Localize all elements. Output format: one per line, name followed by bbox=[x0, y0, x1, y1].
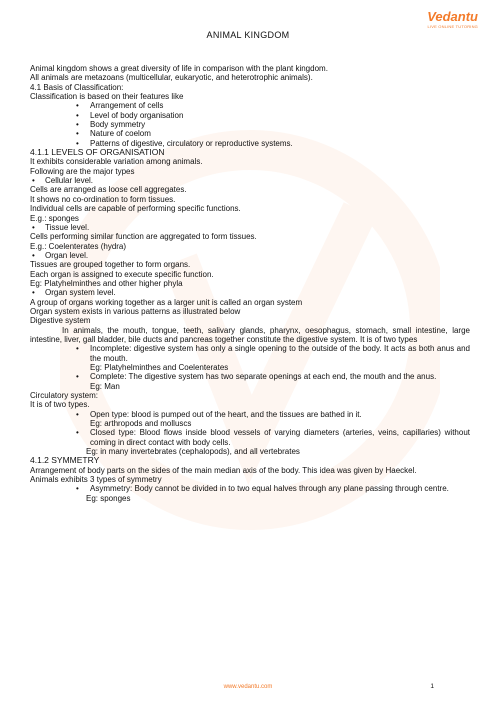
logo-brand: Vedantu bbox=[427, 9, 478, 24]
section-heading: Circulatory system: bbox=[30, 391, 99, 401]
digestive-paragraph: In animals, the mouth, tongue, teeth, salivary glands, pharynx, oesophagus, stomach, small intestine, large intestine, liver, gall bladder, bile ducts and pancreas together constitute the digestive system. It is of two types bbox=[30, 325, 470, 344]
list-item: • Closed type: Blood flows inside blood vessels of varying diameters (arteries, veins, capillaries) without coming in direct contact with body cells. bbox=[76, 428, 470, 447]
symmetry-paragraph: Arrangement of body parts on the sides of the main median axis of the body. This idea was given by Haeckel. bbox=[30, 465, 417, 475]
page-title: ANIMAL KINGDOM bbox=[206, 30, 290, 40]
bullet-icon: • bbox=[76, 409, 79, 419]
bullet-icon: • bbox=[76, 120, 79, 130]
list-item: • Incomplete: digestive system has only a single opening to the outside of the body. It acts as both anus and the mouth. bbox=[76, 344, 470, 363]
list-item: • Complete: The digestive system has two separate openings at each end, the mouth and the anus. bbox=[76, 372, 437, 382]
logo-tagline: LIVE ONLINE TUTORING bbox=[427, 24, 478, 29]
section-heading: 4.1.2 SYMMETRY bbox=[30, 455, 100, 466]
body-line: Organ system exists in various patterns as illustrated below bbox=[30, 306, 241, 316]
level-block bbox=[30, 251, 470, 260]
level-block bbox=[30, 288, 470, 297]
circulatory-type-list bbox=[30, 410, 470, 457]
list-item: • Asymmetry: Body cannot be divided in to two equal halves through any plane passing through centre. bbox=[76, 484, 449, 494]
document-body bbox=[30, 64, 470, 503]
example-line: Eg: Man bbox=[90, 381, 120, 391]
body-line: Digestive system bbox=[30, 316, 91, 326]
intro-line: Classification is based on their features like bbox=[30, 92, 184, 102]
list-item: • Nature of coelom bbox=[76, 129, 151, 139]
bullet-icon: • bbox=[32, 250, 35, 260]
body-line: It is of two types. bbox=[30, 400, 90, 410]
bullet-icon: • bbox=[76, 101, 79, 111]
section-heading: 4.1.1 LEVELS OF ORGANISATION bbox=[30, 147, 165, 158]
bullet-icon: • bbox=[76, 484, 79, 494]
bullet-icon: • bbox=[76, 344, 79, 354]
body-line: Each organ is assigned to execute specific function. bbox=[30, 269, 214, 279]
body-line: Individual cells are capable of performing specific functions. bbox=[30, 204, 241, 214]
list-item: • Arrangement of cells bbox=[76, 101, 164, 111]
body-line: It exhibits considerable variation among animals. bbox=[30, 157, 203, 167]
bullet-icon: • bbox=[76, 372, 79, 382]
body-line: E.g.: sponges bbox=[30, 213, 79, 223]
example-line: Eg: arthropods and molluscs bbox=[90, 419, 192, 429]
intro-line: All animals are metazoans (multicellular, eukaryotic, and heterotrophic animals). bbox=[30, 73, 313, 83]
body-line: Cells are arranged as loose cell aggregates. bbox=[30, 185, 187, 195]
level-title: • Tissue level. bbox=[32, 222, 90, 232]
list-item: • Open type: blood is pumped out of the heart, and the tissues are bathed in it. bbox=[76, 409, 362, 419]
body-line: Cells performing similar function are aggregated to form tissues. bbox=[30, 232, 257, 242]
body-line: A group of organs working together as a larger unit is called an organ system bbox=[30, 297, 303, 307]
body-line: Following are the major types bbox=[30, 166, 135, 176]
bullet-icon: • bbox=[76, 138, 79, 148]
bullet-icon: • bbox=[76, 129, 79, 139]
body-line: Eg: Platyhelminthes and other higher phyla bbox=[30, 278, 183, 288]
bullet-icon: • bbox=[76, 110, 79, 120]
list-item: • Level of body organisation bbox=[76, 110, 184, 120]
list-item: • Patterns of digestive, circulatory or reproductive systems. bbox=[76, 138, 293, 148]
level-block bbox=[30, 176, 470, 185]
bullet-icon: • bbox=[76, 428, 79, 438]
level-title: • Organ level. bbox=[32, 250, 89, 260]
bullet-icon: • bbox=[32, 288, 35, 298]
list-item: • Body symmetry bbox=[76, 120, 146, 130]
example-line: Eg: sponges bbox=[86, 493, 131, 503]
bullet-icon: • bbox=[32, 222, 35, 232]
page-number: 1 bbox=[430, 683, 434, 690]
example-line: Eg: Platyhelminthes and Coelenterates bbox=[90, 363, 229, 372]
body-line: Animals exhibits 3 types of symmetry bbox=[30, 475, 162, 485]
example-line: Eg: in many invertebrates (cephalopods), and all vertebrates bbox=[86, 447, 300, 457]
intro-line: Animal kingdom shows a great diversity of life in comparison with the plant kingdom. bbox=[30, 64, 328, 73]
body-line: E.g.: Coelenterates (hydra) bbox=[30, 241, 127, 251]
classification-feature-list bbox=[30, 101, 470, 148]
level-block bbox=[30, 223, 470, 232]
body-line: It shows no co-ordination to form tissues. bbox=[30, 194, 176, 204]
level-title: • Cellular level. bbox=[32, 176, 94, 186]
symmetry-type-list bbox=[30, 484, 470, 503]
footer-url[interactable]: www.vedantu.com bbox=[223, 684, 273, 690]
section-heading: 4.1 Basis of Classification: bbox=[30, 82, 124, 92]
body-line: Tissues are grouped together to form organs. bbox=[30, 260, 191, 270]
bullet-icon: • bbox=[32, 176, 35, 186]
digestive-type-list bbox=[30, 344, 470, 391]
level-title: • Organ system level. bbox=[32, 288, 116, 298]
